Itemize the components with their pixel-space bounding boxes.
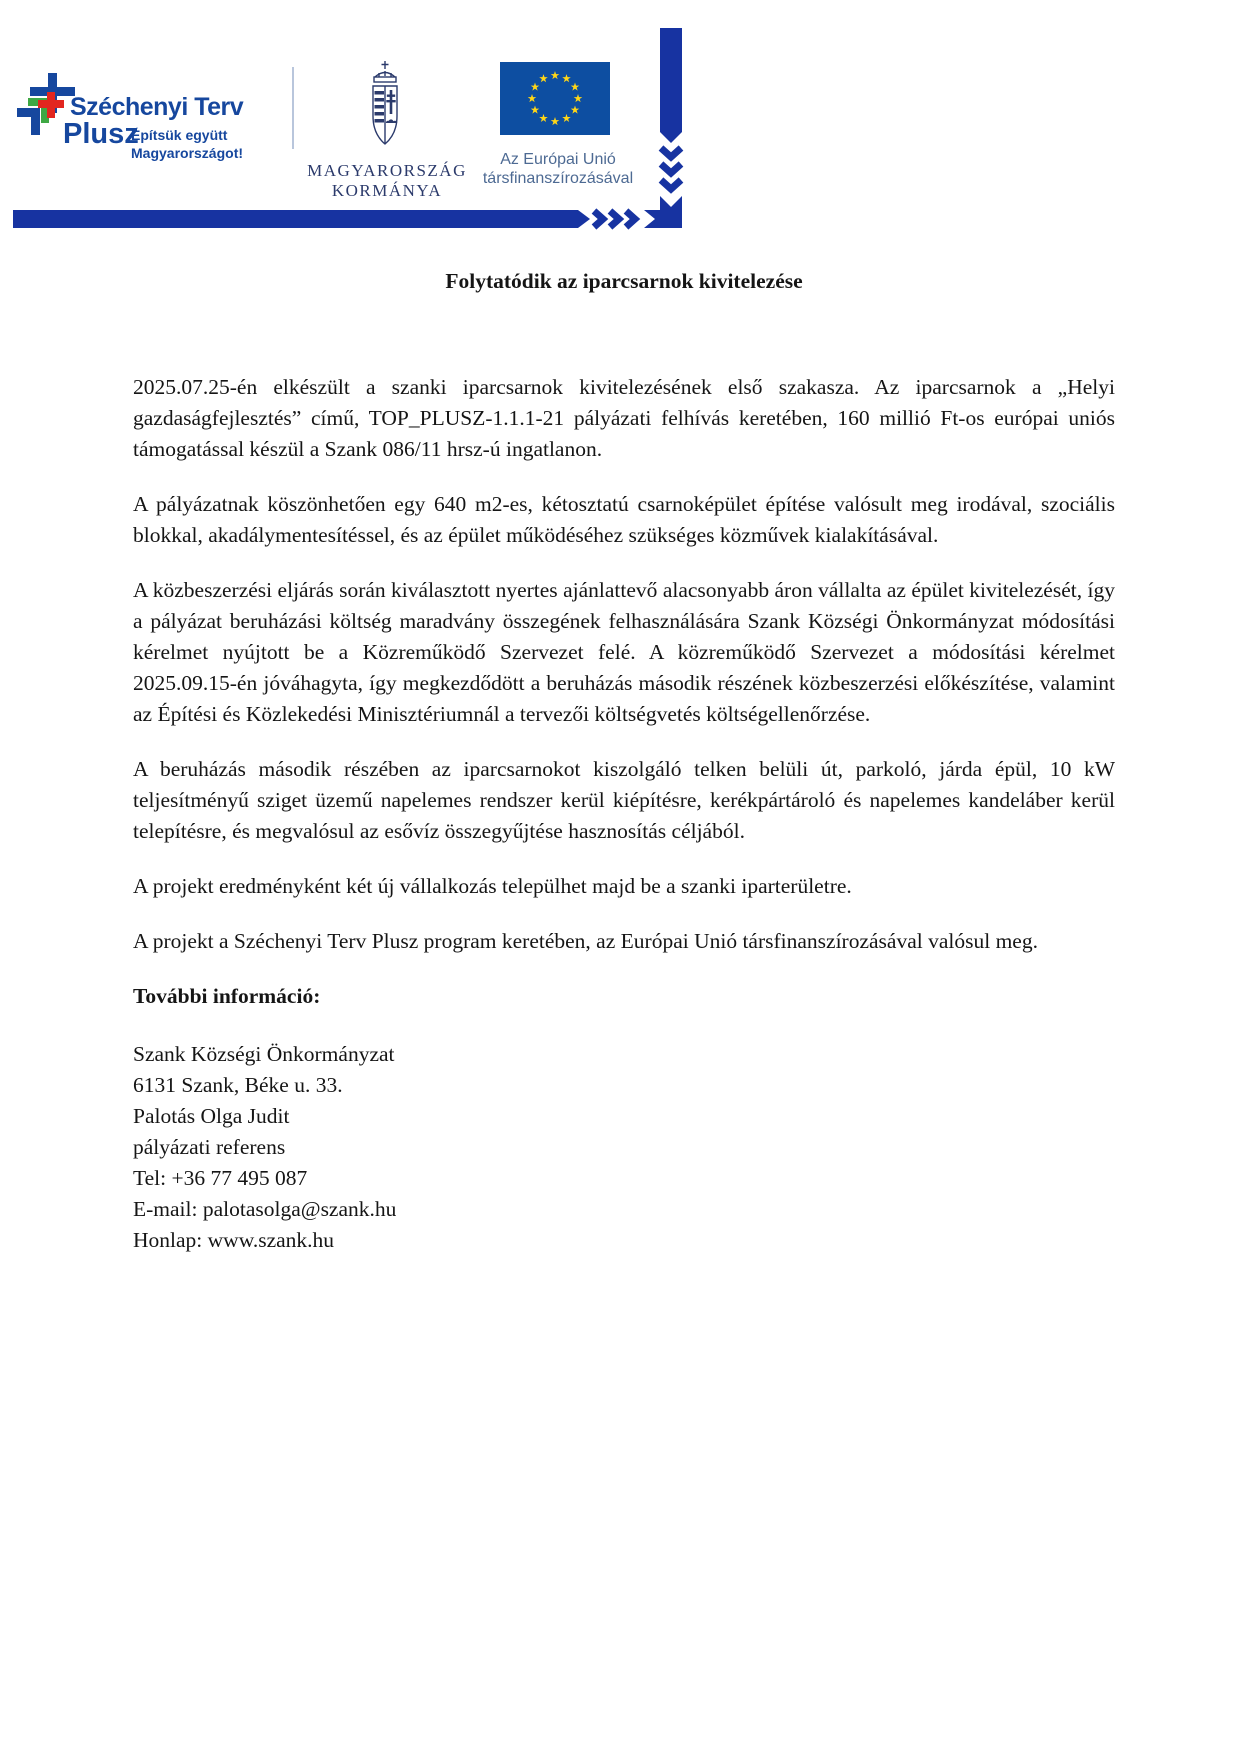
document-body <box>133 266 1115 1256</box>
eu-caption-line2: társfinanszírozásával <box>482 170 634 187</box>
page-title: Folytatódik az iparcsarnok kivitelezése <box>445 269 803 293</box>
eu-caption-line1: Az Európai Unió <box>500 151 616 168</box>
body-paragraph: A projekt a Széchenyi Terv Plusz program keretében, az Európai Unió társfinanszírozásával valósul meg. <box>133 929 1038 953</box>
szechenyi-logo-text: Széchenyi Terv <box>70 93 244 121</box>
body-paragraph: A közbeszerzési eljárás során kiválasztott nyertes ajánlattevő alacsonyabb áron vállalta az épület kivitelezését, így a pályázat beruházási költség maradvány összegének felhasználására Szank Községi Önkormányzat módosítási kérelmet nyújtott be a Közreműködő Szervezet felé. A közreműködő Szervezet a módosítási kérelmet 2025.09.15-én jóváhagyta, így megkezdődött a beruházás második részének közbeszerzési előkészítése, valamint az Építési és Közlekedési Minisztériumnál a tervezői költségvetés költségellenőrzése. <box>133 578 1115 726</box>
contact-line-address: 6131 Szank, Béke u. 33. <box>133 1073 343 1097</box>
szechenyi-tagline-1: Építsük együtt <box>131 127 228 143</box>
contact-line-organization: Szank Községi Önkormányzat <box>133 1042 395 1066</box>
more-info-heading: További információ: <box>133 984 321 1008</box>
contact-line-email: E-mail: palotasolga@szank.hu <box>133 1197 397 1221</box>
body-paragraph: A projekt eredményként két új vállalkozás települhet majd be a szanki iparterületre. <box>133 874 852 898</box>
contact-line-website: Honlap: www.szank.hu <box>133 1228 335 1252</box>
crest-outline <box>373 61 397 144</box>
body-paragraph: A beruházás második részében az iparcsarnokot kiszolgáló telken belüli út, parkoló, járda épül, 10 kW teljesítményű sziget üzemű napelemes rendszer kerül kiépítésre, kerékpártároló és napelemes kandeláber kerül telepítésre, és megvalósul az esővíz összegyűjtése hasznosítás céljából. <box>133 757 1115 843</box>
body-paragraph: A pályázatnak köszönhetően egy 640 m2-es, kétosztatú csarnoképület építése valósult meg irodával, szociális blokkal, akadálymentesítéssel, és az épület működéséhez szükséges közművek kialakításával. <box>133 492 1115 547</box>
government-caption <box>306 161 468 201</box>
hungary-coat-of-arms-icon <box>362 60 408 156</box>
contact-line-phone: Tel: +36 77 495 087 <box>133 1166 308 1190</box>
navy-bracket <box>17 108 40 135</box>
szechenyi-logo-plusz: Plusz <box>63 118 139 150</box>
body-paragraph: 2025.07.25-én elkészült a szanki iparcsarnok kivitelezésének első szakasza. Az iparcsarnok a „Helyi gazdaságfejlesztés” című, TOP_PLUSZ-1.1.1-21 pályázati felhívás keretében, 160 millió Ft-os európai uniós támogatással készül a Szank 086/11 hrsz-ú ingatlanon. <box>133 375 1115 461</box>
government-caption-line1: MAGYARORSZÁG <box>307 161 467 180</box>
szechenyi-tagline-2: Magyarországot! <box>131 145 244 161</box>
government-caption-line2: KORMÁNYA <box>331 181 443 200</box>
contact-line-role: pályázati referens <box>133 1135 286 1159</box>
eu-caption <box>470 150 646 188</box>
eu-flag-icon <box>500 62 610 135</box>
crest-fills <box>375 90 398 123</box>
contact-line-person: Palotás Olga Judit <box>133 1104 290 1128</box>
logo-separator <box>292 67 294 149</box>
